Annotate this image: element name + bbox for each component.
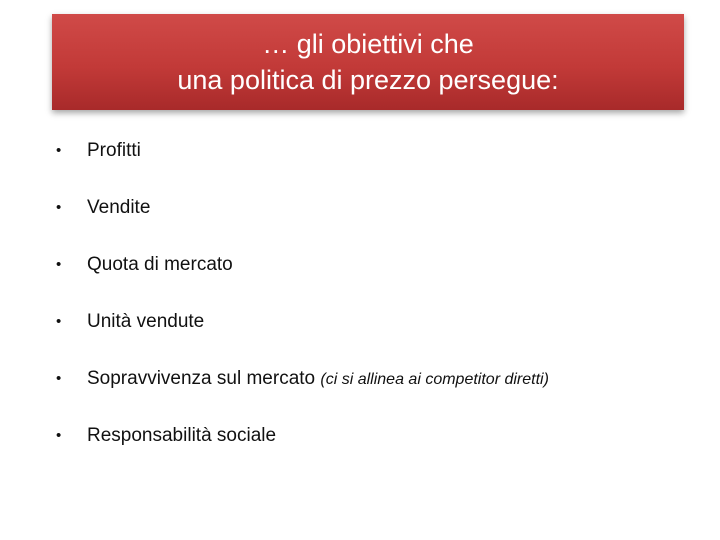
bullet-icon: • xyxy=(56,256,62,273)
bullet-icon: • xyxy=(56,199,62,216)
bullet-label: Vendite xyxy=(87,196,151,218)
bullet-text xyxy=(87,254,233,276)
bullet-note: (ci si allinea ai competitor diretti) xyxy=(320,370,549,388)
bullet-label: Sopravvivenza sul mercato xyxy=(87,367,321,389)
bullet-text xyxy=(87,197,150,219)
slide-title-banner xyxy=(52,14,684,110)
bullet-label: Responsabilità sociale xyxy=(87,424,277,446)
bullet-icon: • xyxy=(56,142,62,159)
bullet-text xyxy=(87,425,276,447)
bullet-label: Profitti xyxy=(87,139,141,161)
bullet-label: Unità vendute xyxy=(87,310,205,332)
bullet-icon: • xyxy=(56,427,62,444)
slide-title-line-1: … gli obiettivi che xyxy=(262,29,474,59)
slide-title-line-2: una politica di prezzo persegue: xyxy=(177,65,559,95)
bullet-icon: • xyxy=(56,313,62,330)
bullet-label: Quota di mercato xyxy=(87,253,233,275)
bullet-text xyxy=(87,140,141,162)
bullet-icon: • xyxy=(56,370,62,387)
bullet-text xyxy=(87,368,549,390)
bullet-text xyxy=(87,311,204,333)
